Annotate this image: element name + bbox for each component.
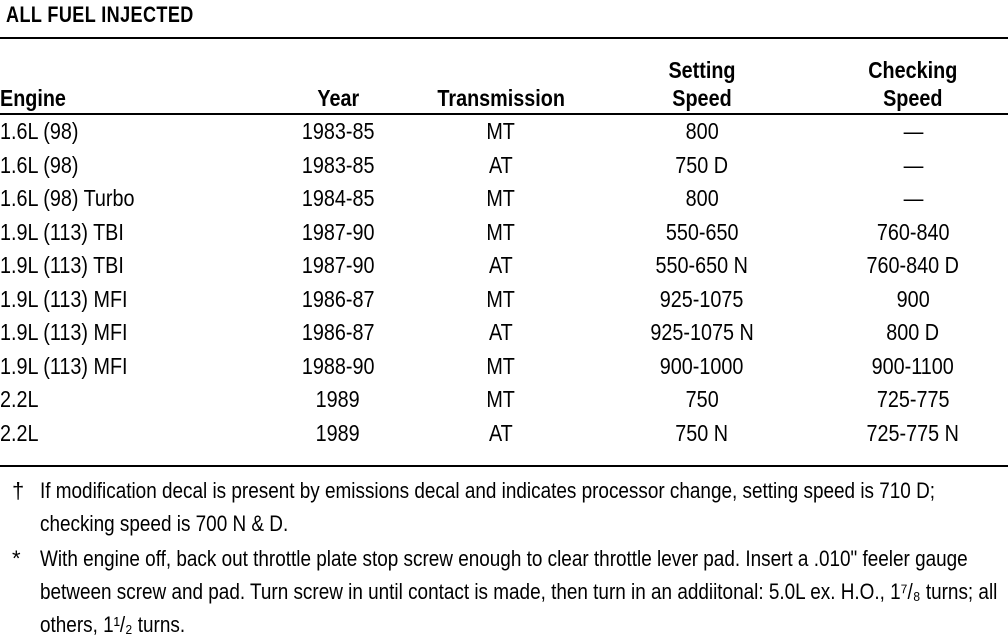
cell-engine: 1.9L (113) MFI [0,319,128,346]
idle-speed-table [0,40,1008,450]
table-row [0,115,1008,149]
column-header-checking-speed: Checking Speed [868,57,958,111]
table-row [0,216,1008,250]
cell-engine: 1.9L (113) MFI [0,352,128,379]
cell-year: 1989 [315,386,360,413]
dagger-mark: † [12,478,25,503]
footnotes [0,474,1008,643]
cell-checking-speed: 900-1100 [871,352,955,379]
column-header-transmission: Transmission [437,85,565,111]
cell-setting-speed: 750 D [675,151,729,178]
table-header [0,40,1008,115]
cell-transmission: MT [486,185,516,212]
column-header-engine: Engine [0,85,66,111]
cell-checking-speed: 725-775 [876,386,950,413]
cell-transmission: MT [486,352,516,379]
cell-checking-speed: 900 [896,285,930,312]
cell-year: 1984-85 [301,185,375,212]
cell-transmission: MT [486,218,516,245]
header-row [0,40,1008,115]
cell-checking-speed: — [903,118,923,145]
asterisk-mark: * [12,546,21,571]
footnote-dagger [0,474,1008,540]
cell-year: 1989 [315,419,360,446]
cell-year: 1988-90 [301,352,375,379]
table-row [0,350,1008,384]
cell-transmission: MT [486,118,516,145]
table-row [0,283,1008,317]
cell-engine: 1.9L (113) TBI [0,218,124,245]
table-body [0,115,1008,450]
cell-engine: 1.6L (98) [0,151,79,178]
cell-setting-speed: 550-650 [665,218,739,245]
cell-engine: 1.9L (113) TBI [0,252,124,279]
cell-setting-speed: 550-650 N [655,252,749,279]
cell-year: 1983-85 [301,118,375,145]
table-row [0,149,1008,183]
table-row [0,249,1008,283]
footnote-asterisk [0,542,1008,641]
cell-setting-speed: 800 [685,185,719,212]
cell-year: 1983-85 [301,151,375,178]
cell-year: 1986-87 [301,285,375,312]
cell-transmission: AT [489,419,513,446]
footnote-text: If modification decal is present by emissions decal and indicates processor change, setting speed is 710 D; checking speed is 700 N & D. [40,478,935,536]
table-row [0,383,1008,417]
cell-year: 1986-87 [301,319,375,346]
table-row [0,417,1008,451]
footnote-text: With engine off, back out throttle plate stop screw enough to clear throttle lever pad. Insert a .010" feeler gauge between screw and pad. Turn screw in until contact is made, then turn in an addiitonal: 5.0L ex. H.O., 1⁷/₈ turns; all others, 1¹/₂ turns. [40,546,998,637]
cell-transmission: MT [486,285,516,312]
bottom-rule [0,465,1008,467]
cell-setting-speed: 925-1075 N [650,319,754,346]
cell-year: 1987-90 [301,252,375,279]
cell-setting-speed: 800 [685,118,719,145]
cell-setting-speed: 925-1075 [660,285,744,312]
cell-checking-speed: — [903,185,923,212]
cell-setting-speed: 750 N [675,419,729,446]
cell-engine: 2.2L [0,386,39,413]
cell-checking-speed: 725-775 N [866,419,960,446]
column-header-year: Year [317,85,359,111]
cell-engine: 2.2L [0,419,39,446]
cell-transmission: AT [489,252,513,279]
cell-engine: 1.6L (98) [0,118,79,145]
cell-engine: 1.6L (98) Turbo [0,185,135,212]
cell-engine: 1.9L (113) MFI [0,285,128,312]
cell-year: 1987-90 [301,218,375,245]
cell-checking-speed: 800 D [886,319,940,346]
cell-setting-speed: 750 [685,386,719,413]
header-rule [0,113,1008,115]
cell-setting-speed: 900-1000 [660,352,744,379]
table-row [0,316,1008,350]
column-header-setting-speed: Setting Speed [668,57,736,111]
cell-transmission: MT [486,386,516,413]
cell-transmission: AT [489,151,513,178]
table-heading: ALL FUEL INJECTED [6,2,194,27]
top-rule [0,37,1008,39]
cell-checking-speed: 760-840 D [866,252,960,279]
table-row [0,182,1008,216]
cell-transmission: AT [489,319,513,346]
cell-checking-speed: 760-840 [876,218,950,245]
cell-checking-speed: — [903,151,923,178]
